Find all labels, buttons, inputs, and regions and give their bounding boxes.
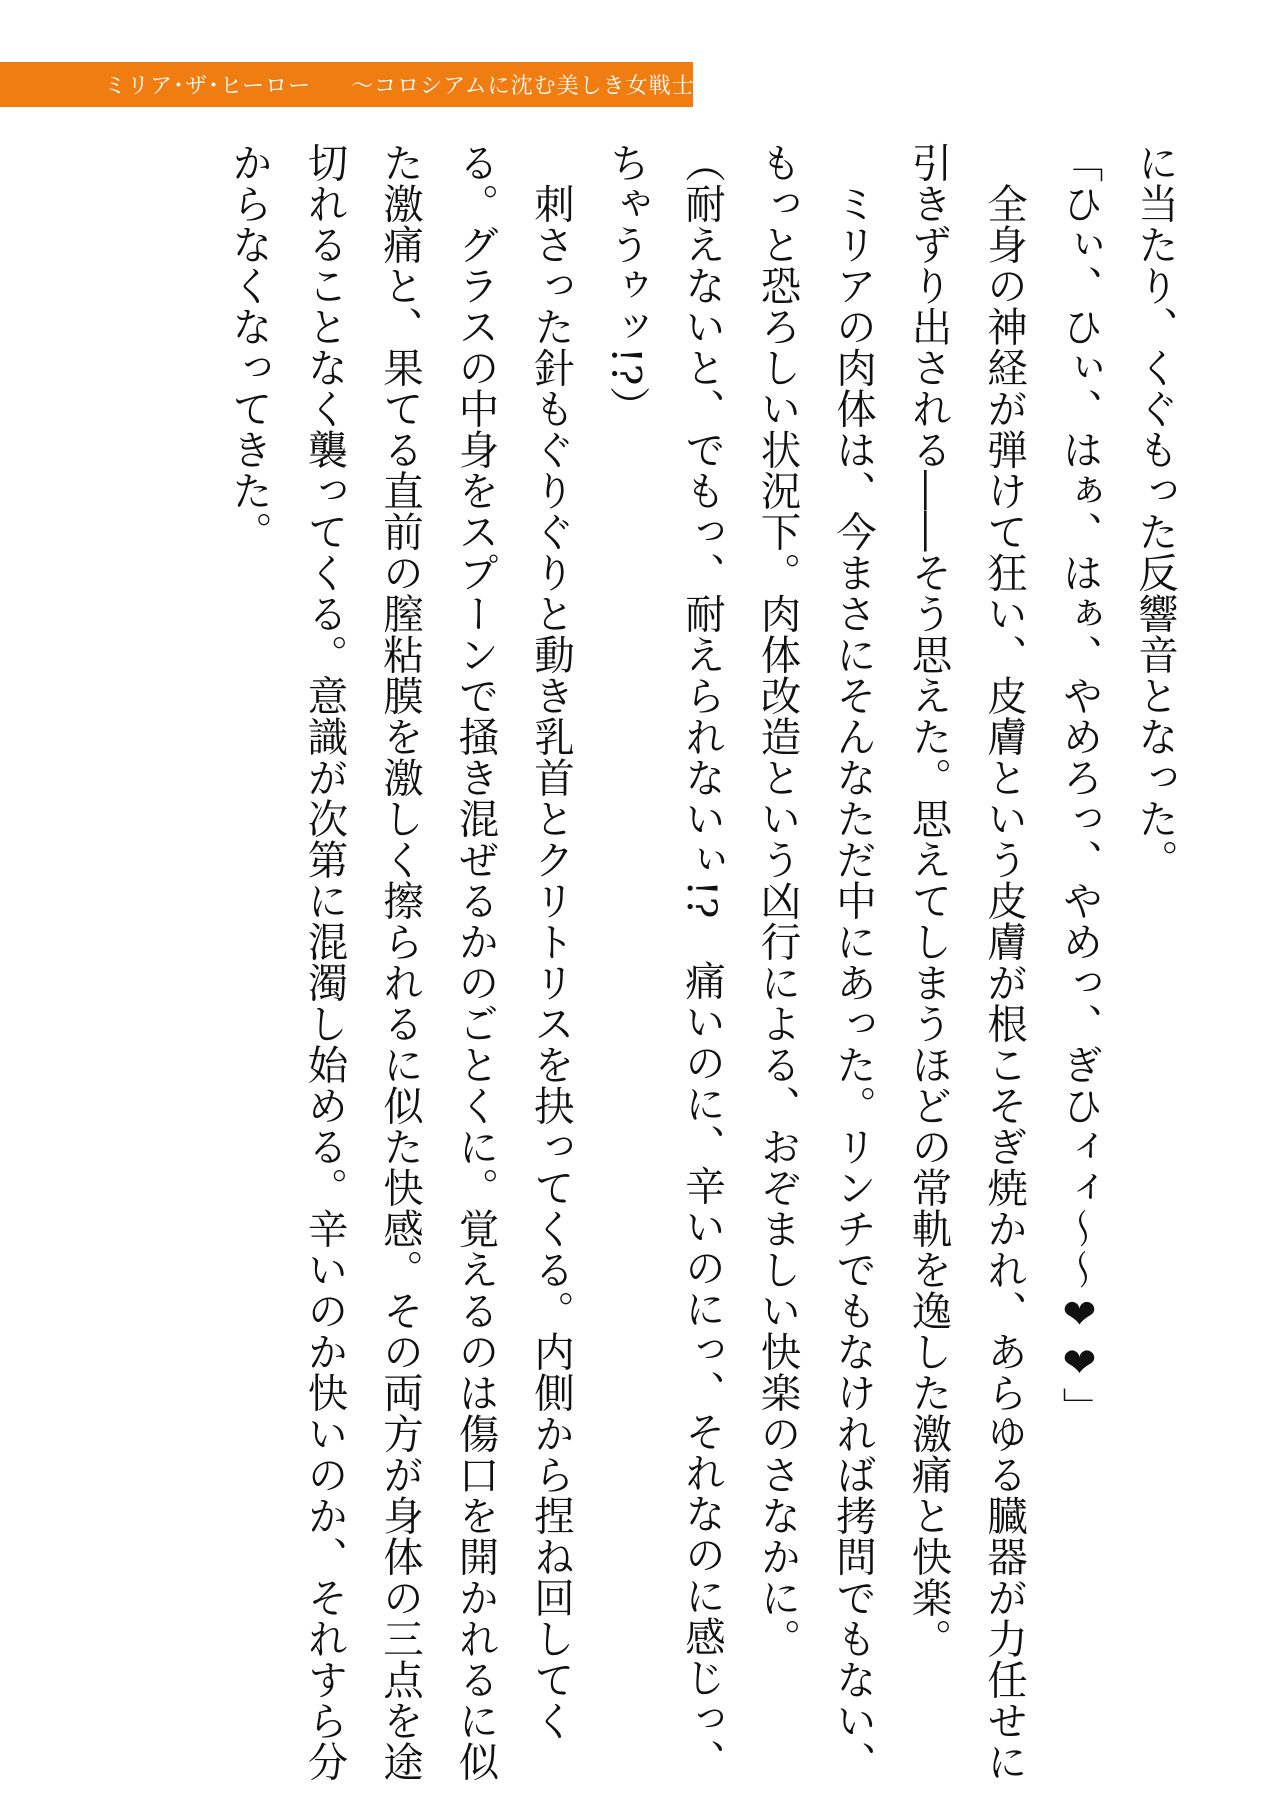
paragraph: ミリアの肉体は、今まさにそんなただ中にあった。リンチでもなければ拷問でもない、もっと恐ろしい状況下。肉体改造という凶行による、おぞましい快楽のさなかに。 <box>753 142 877 1782</box>
body-text <box>92 142 1192 1782</box>
running-header <box>0 62 764 107</box>
book-subtitle: 〜コロシアムに沈む美しき女戦士たち〜 <box>351 74 764 99</box>
paragraph: に当たり、くぐもった反響音となった。 <box>1131 142 1179 880</box>
paragraph: 「ひぃ、ひぃ、はぁ、はぁ、やめろっ、やめっ、ぎひィィ〜〜❤❤」 <box>1055 142 1104 1428</box>
book-title: ミリア･ザ･ヒーロー <box>104 74 312 99</box>
paragraph: 刺さった針もぐりぐりと動き乳首とクリトリスを抉ってくる。内側から捏ね回してくる。グラスの中身をスプーンで掻き混ぜるかのごとくに。覚えるのは傷口を開かれるに似た激痛と、果てる直前の膣粘膜を激しく擦られるに似た快感。その両方が身体の三点を途切れることなく襲ってくる。意識が次第に混濁し始める。辛いのか快いのか、それすら分からなくなってきた。 <box>225 142 575 1782</box>
paragraph: （耐えないと、でもっ、耐えられないぃ!? 痛いのに、辛いのにっ、それなのに感じっ、ちゃうゥッ!?） <box>602 142 726 1780</box>
paragraph: 全身の神経が弾けて狂い、皮膚という皮膚が根こそぎ焼かれ、あらゆる臓器が力任せに引きずり出される――そう思えた。思えてしまうほどの常軌を逸した激痛と快楽。 <box>904 142 1028 1782</box>
